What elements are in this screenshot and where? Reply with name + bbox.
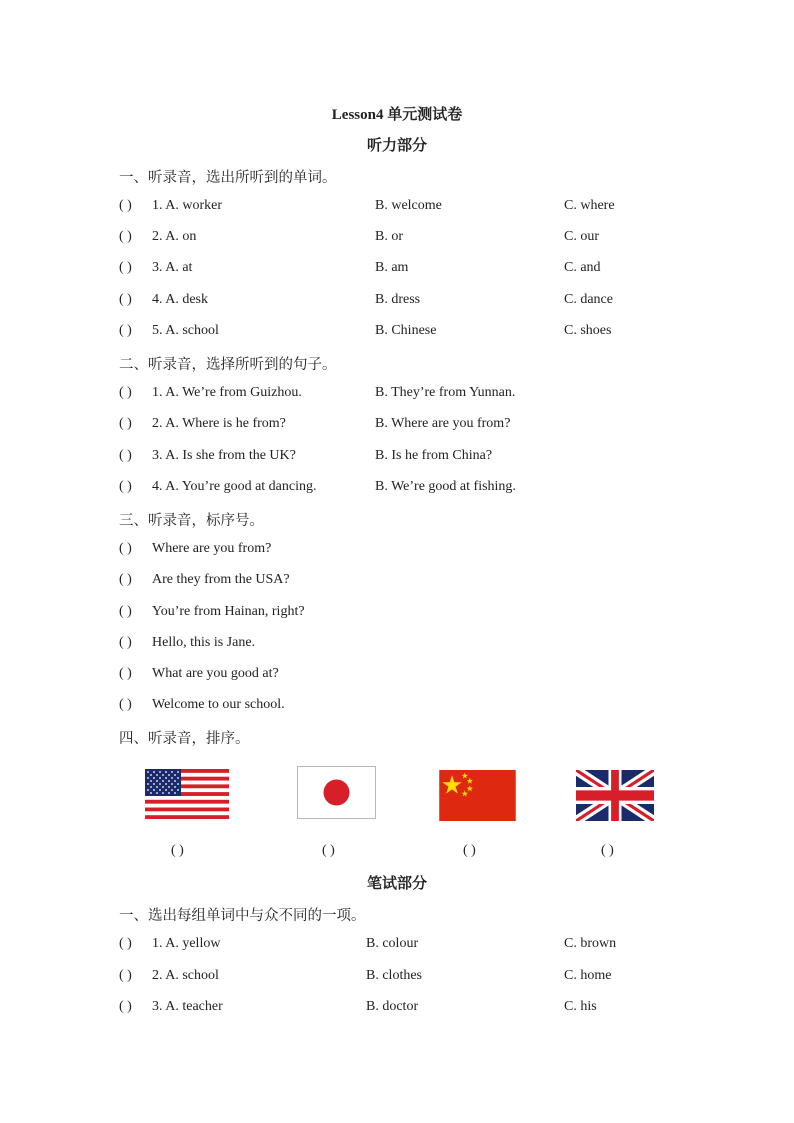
china-flag-icon xyxy=(439,770,516,821)
answer-bracket[interactable]: ( ) xyxy=(119,198,132,213)
option-b: B. dress xyxy=(375,292,421,307)
answer-bracket[interactable]: ( ) xyxy=(119,260,132,275)
option-c: C. dance xyxy=(564,292,613,307)
sentence: Are they from the USA? xyxy=(152,572,290,587)
answer-bracket[interactable]: ( ) xyxy=(119,968,132,983)
page-title: Lesson4 单元测试卷 xyxy=(331,107,463,123)
answer-bracket[interactable]: ( ) xyxy=(119,292,132,307)
option-b: B. They’re from Yunnan. xyxy=(375,385,516,400)
japan-flag-icon xyxy=(297,766,376,819)
option-a: 3. A. teacher xyxy=(152,999,223,1014)
option-c: C. brown xyxy=(564,936,617,951)
sentence: Where are you from? xyxy=(152,541,272,556)
answer-bracket[interactable]: ( ) xyxy=(119,635,132,650)
option-c: C. shoes xyxy=(564,323,612,338)
option-c: C. where xyxy=(564,198,615,213)
flag-answer-bracket[interactable]: ( ) xyxy=(463,843,476,858)
answer-bracket[interactable]: ( ) xyxy=(119,666,132,681)
option-b: B. welcome xyxy=(375,198,442,213)
answer-bracket[interactable]: ( ) xyxy=(119,479,132,494)
option-b: B. clothes xyxy=(366,968,422,983)
option-b: B. doctor xyxy=(366,999,419,1014)
answer-bracket[interactable]: ( ) xyxy=(119,604,132,619)
answer-bracket[interactable]: ( ) xyxy=(119,936,132,951)
option-a: 4. A. desk xyxy=(152,292,208,307)
answer-bracket[interactable]: ( ) xyxy=(119,385,132,400)
answer-bracket[interactable]: ( ) xyxy=(119,697,132,712)
option-b: B. am xyxy=(375,260,409,275)
option-a: 3. A. at xyxy=(152,260,193,275)
option-a: 1. A. We’re from Guizhou. xyxy=(152,385,302,400)
flag-answer-bracket[interactable]: ( ) xyxy=(322,843,335,858)
option-a: 4. A. You’re good at dancing. xyxy=(152,479,317,494)
listening-section-title: 听力部分 xyxy=(366,138,427,154)
sentence: What are you good at? xyxy=(152,666,279,681)
option-b: B. Where are you from? xyxy=(375,416,511,431)
option-b: B. or xyxy=(375,229,403,244)
answer-bracket[interactable]: ( ) xyxy=(119,323,132,338)
uk-flag-icon xyxy=(576,770,654,821)
option-a: 1. A. yellow xyxy=(152,936,221,951)
option-a: 5. A. school xyxy=(152,323,219,338)
option-c: C. our xyxy=(564,229,599,244)
option-c: C. home xyxy=(564,968,612,983)
option-b: B. We’re good at fishing. xyxy=(375,479,516,494)
option-a: 2. A. school xyxy=(152,968,219,983)
listening-part3-heading: 三、听录音，标序号。 xyxy=(119,513,264,529)
answer-bracket[interactable]: ( ) xyxy=(119,999,132,1014)
option-c: C. and xyxy=(564,260,601,275)
flag-answer-bracket[interactable]: ( ) xyxy=(601,843,614,858)
option-a: 3. A. Is she from the UK? xyxy=(152,448,296,463)
writing-part1-heading: 一、选出每组单词中与众不同的一项。 xyxy=(119,908,366,924)
sentence: Welcome to our school. xyxy=(152,697,285,712)
option-a: 1. A. worker xyxy=(152,198,222,213)
answer-bracket[interactable]: ( ) xyxy=(119,416,132,431)
option-c: C. his xyxy=(564,999,597,1014)
usa-flag-icon xyxy=(145,769,229,819)
option-a: 2. A. on xyxy=(152,229,197,244)
listening-part1-heading: 一、听录音，选出所听到的单词。 xyxy=(119,170,337,186)
answer-bracket[interactable]: ( ) xyxy=(119,448,132,463)
sentence: You’re from Hainan, right? xyxy=(152,604,305,619)
option-a: 2. A. Where is he from? xyxy=(152,416,286,431)
writing-section-title: 笔试部分 xyxy=(366,876,427,892)
answer-bracket[interactable]: ( ) xyxy=(119,541,132,556)
answer-bracket[interactable]: ( ) xyxy=(119,572,132,587)
flag-answer-bracket[interactable]: ( ) xyxy=(171,843,184,858)
option-b: B. colour xyxy=(366,936,419,951)
sentence: Hello, this is Jane. xyxy=(152,635,256,650)
option-b: B. Chinese xyxy=(375,323,437,338)
answer-bracket[interactable]: ( ) xyxy=(119,229,132,244)
listening-part2-heading: 二、听录音，选择所听到的句子。 xyxy=(119,357,337,373)
option-b: B. Is he from China? xyxy=(375,448,493,463)
listening-part4-heading: 四、听录音，排序。 xyxy=(119,731,250,747)
